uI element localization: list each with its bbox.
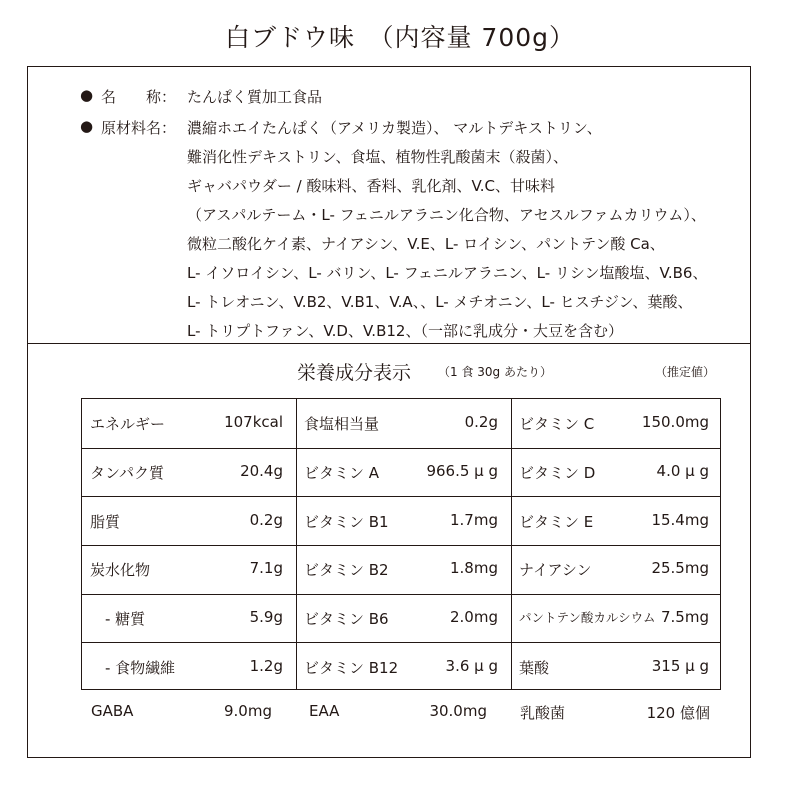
- name-label: 名 称：: [101, 88, 177, 106]
- nutrition-title: 栄養成分表示: [297, 362, 412, 384]
- table-row-divider: [82, 448, 720, 449]
- nutrient-value: 25.5mg: [651, 559, 709, 578]
- name-value: たんぱく質加工食品: [187, 88, 323, 106]
- nutrient-name: - 糖質: [90, 610, 146, 628]
- nutrient-value: 9.0mg: [224, 702, 272, 720]
- nutrient-value: 3.6 μ g: [445, 656, 498, 675]
- nutrient-value: 7.1g: [249, 559, 283, 578]
- nutrient-name: ビタミン B1: [304, 512, 389, 531]
- ingredient-line: L- トリプトファン、V.D、V.B12、（一部に乳成分・大豆を含む）: [187, 322, 623, 340]
- nutrient-name: エネルギー: [90, 415, 166, 434]
- nutrient-name: 炭水化物: [90, 561, 151, 580]
- section-divider: [27, 343, 751, 344]
- nutrient-value: 120 億個: [646, 704, 710, 722]
- nutrient-value: 15.4mg: [651, 510, 709, 529]
- nutrient-value: 107kcal: [224, 413, 283, 432]
- nutrient-name: - 食物繊維: [90, 658, 176, 677]
- table-row-divider: [82, 642, 720, 643]
- nutrient-name: ビタミン C: [519, 415, 595, 434]
- nutrient-value: 20.4g: [240, 462, 283, 480]
- nutrient-name: EAA: [309, 702, 340, 720]
- nutrient-value: 150.0mg: [641, 413, 709, 432]
- nutrient-value: 1.2g: [249, 656, 283, 675]
- nutrition-basis: （1 食 30g あたり）: [438, 365, 552, 379]
- nutrient-name: 脂質: [90, 512, 121, 531]
- nutrient-name: ビタミン B2: [304, 561, 389, 580]
- nutrient-name: 食塩相当量: [304, 415, 380, 434]
- nutrient-value: 0.2g: [464, 413, 498, 432]
- nutrient-name: ビタミン E: [519, 512, 594, 531]
- nutrient-name: ビタミン B6: [304, 610, 389, 628]
- ingredient-line: （アスパルテーム・L- フェニルアラニン化合物、アセスルファムカリウム）、: [187, 206, 706, 224]
- table-row-divider: [82, 594, 720, 595]
- ingredient-line: 濃縮ホエイたんぱく（アメリカ製造）、 マルトデキストリン、: [187, 119, 602, 137]
- nutrient-name: ビタミン D: [519, 464, 596, 482]
- nutrient-value: 30.0mg: [429, 702, 487, 720]
- ingredient-line: ギャバパウダー / 酸味料、香料、乳化剤、V.C、甘味料: [187, 177, 556, 195]
- bullet-icon: ●: [80, 117, 94, 135]
- bullet-icon: ●: [80, 86, 94, 104]
- nutrient-name: タンパク質: [90, 464, 164, 482]
- nutrient-name: ナイアシン: [519, 561, 592, 580]
- table-row-divider: [82, 496, 720, 497]
- nutrient-value: 4.0 μ g: [656, 462, 709, 480]
- nutrient-name: 乳酸菌: [520, 704, 566, 722]
- nutrient-value: 1.8mg: [450, 559, 498, 578]
- nutrient-name: ビタミン B12: [304, 658, 399, 677]
- nutrient-name: パントテン酸カルシウム: [519, 610, 656, 625]
- ingredient-line: 難消化性デキストリン、食塩、植物性乳酸菌末（殺菌）、: [187, 148, 569, 166]
- nutrition-note: （推定値）: [655, 365, 716, 379]
- nutrient-value: 5.9g: [249, 608, 283, 626]
- nutrient-value: 315 μ g: [651, 656, 709, 675]
- table-row-divider: [82, 545, 720, 546]
- ingredients-label: 原材料名：: [101, 119, 177, 137]
- product-title: 白ブドウ味 （内容量 700g）: [224, 23, 576, 52]
- nutrient-value: 7.5mg: [661, 608, 709, 626]
- table-column-divider: [296, 399, 297, 689]
- ingredient-line: 微粒二酸化ケイ素、ナイアシン、V.E、L- ロイシン、パントテン酸 Ca、: [187, 235, 665, 253]
- nutrition-table: [81, 398, 721, 690]
- nutrient-name: 葉酸: [519, 658, 550, 677]
- ingredient-line: L- イソロイシン、L- バリン、L- フェニルアラニン、L- リシン塩酸塩、V.B6、: [187, 264, 708, 282]
- nutrient-value: 0.2g: [249, 510, 283, 529]
- nutrient-value: 966.5 μ g: [426, 462, 498, 480]
- table-column-divider: [511, 399, 512, 689]
- nutrient-name: GABA: [91, 702, 134, 720]
- nutrient-value: 2.0mg: [450, 608, 498, 626]
- nutrient-name: ビタミン A: [304, 464, 380, 482]
- ingredient-line: L- トレオニン、V.B2、V.B1、V.A、、L- メチオニン、L- ヒスチジン、葉酸、: [187, 293, 693, 311]
- nutrient-value: 1.7mg: [450, 510, 498, 529]
